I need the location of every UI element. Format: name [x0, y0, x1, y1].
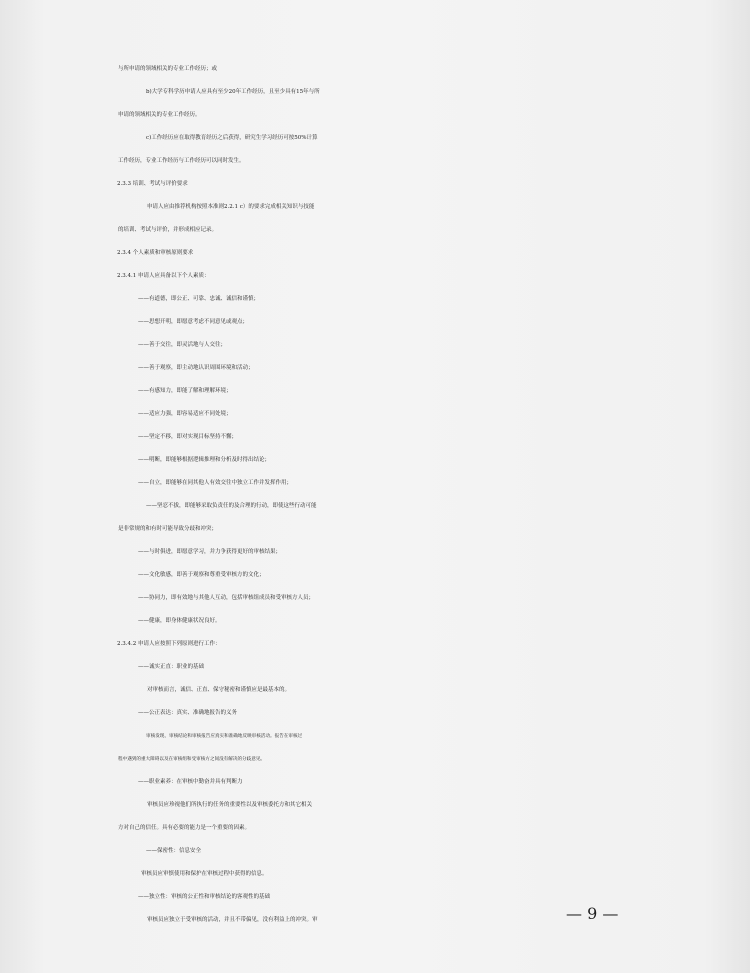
text-line: b)大学专科学历申请人应具有至少20年工作经历，且至少具有15年与所 [146, 89, 320, 95]
text-line: 的培训、考试与评价，并形成相应记录。 [118, 227, 218, 233]
list-item: ——坚定不移，即对实现目标坚持不懈； [138, 434, 238, 440]
list-item: ——健康，即身体健康状况良好。 [138, 618, 221, 624]
list-item: ——协同力，即有效地与其他人互动，包括审核组成员和受审核方人员； [138, 595, 315, 601]
section-heading: 2.3.3 培训、考试与评价要求 [117, 181, 188, 187]
text-line: 审核发现、审核结论和审核报告应真实和准确地反映审核活动。报告在审核过 [146, 734, 303, 739]
principle-heading: ——公正表达：真实、准确地报告的义务 [138, 710, 238, 716]
text-line: 申请的领域相关的专业工作经历。 [118, 112, 201, 118]
text-line: 方对自己的信任。具有必要的能力是一个重要的因素。 [118, 825, 251, 831]
list-item: ——思想开明，即愿意考虑不同意见或观点； [138, 319, 249, 325]
list-item: ——文化敏感，即善于观察和尊重受审核方的文化； [138, 572, 265, 578]
text-line: 是非常规的和有时可能导致分歧和冲突； [118, 526, 218, 532]
text-line: 审核员应独立于受审核的活动，并且不带偏见，没有利益上的冲突。审 [147, 917, 318, 923]
principle-heading: ——诚实正直：职业的基础 [138, 664, 205, 670]
subsection-heading: 2.3.4.2 申请人应按照下列原则进行工作： [117, 641, 221, 647]
section-heading: 2.3.4 个人素质和审核原则要求 [117, 250, 194, 256]
page-number: — 9 — [566, 904, 619, 923]
list-item: ——坚忍不拔，即能够采取负责任的及合理的行动，即使这些行动可能 [146, 503, 317, 509]
list-item: ——与时俱进，即愿意学习，并力争获得更好的审核结果； [138, 549, 282, 555]
subsection-heading: 2.3.4.1 申请人应具备以下个人素质： [117, 273, 210, 279]
list-item: ——适应力强，即容易适应不同处境； [138, 411, 232, 417]
list-item: ——善于交往，即灵活地与人交往； [138, 342, 227, 348]
list-item: ——有感知力，即能了解和理解环境； [138, 388, 232, 394]
principle-heading: ——独立性：审核的公正性和审核结论的客观性的基础 [138, 894, 271, 900]
text-line: 与所申请的领域相关的专业工作经历；或 [118, 66, 218, 72]
text-line: 对审核而言，诚信、正直、保守秘密和谨慎应是最基本的。 [147, 687, 291, 693]
list-item: ——善于观察，即主动地认识周围环境和活动； [138, 365, 254, 371]
text-line: 申请人应由推荐机构按照本准则2.2.1 c）的要求完成相关知识与技能 [147, 204, 315, 210]
principle-heading: ——保密性：信息安全 [146, 848, 202, 854]
list-item: ——有道德，即公正、可靠、忠诚、诚信和谨慎； [138, 296, 260, 302]
text-line: 程中遇到的重大障碍以及在审核组和受审核方之间没有解决的分歧意见。 [118, 757, 266, 762]
principle-heading: ——职业素养：在审核中勤奋并具有判断力 [138, 779, 243, 785]
text-line: 工作经历，专业工作经历与工作经历可以同时发生。 [118, 158, 245, 164]
body-text [0, 58, 750, 932]
list-item: ——自立，即能够在同其他人有效交往中独立工作并发挥作用； [138, 480, 293, 486]
text-line: c)工作经历应在取得教育经历之后获得，研究生学习经历可按50%计算 [146, 135, 318, 141]
list-item: ——明断，即能够根据逻辑推理和分析及时得出结论； [138, 457, 271, 463]
text-line: 审核员应珍视他们所执行的任务的重要性以及审核委托方和其它相关 [147, 802, 313, 808]
text-line: 审核员应审慎使用和保护在审核过程中获得的信息。 [141, 871, 268, 877]
